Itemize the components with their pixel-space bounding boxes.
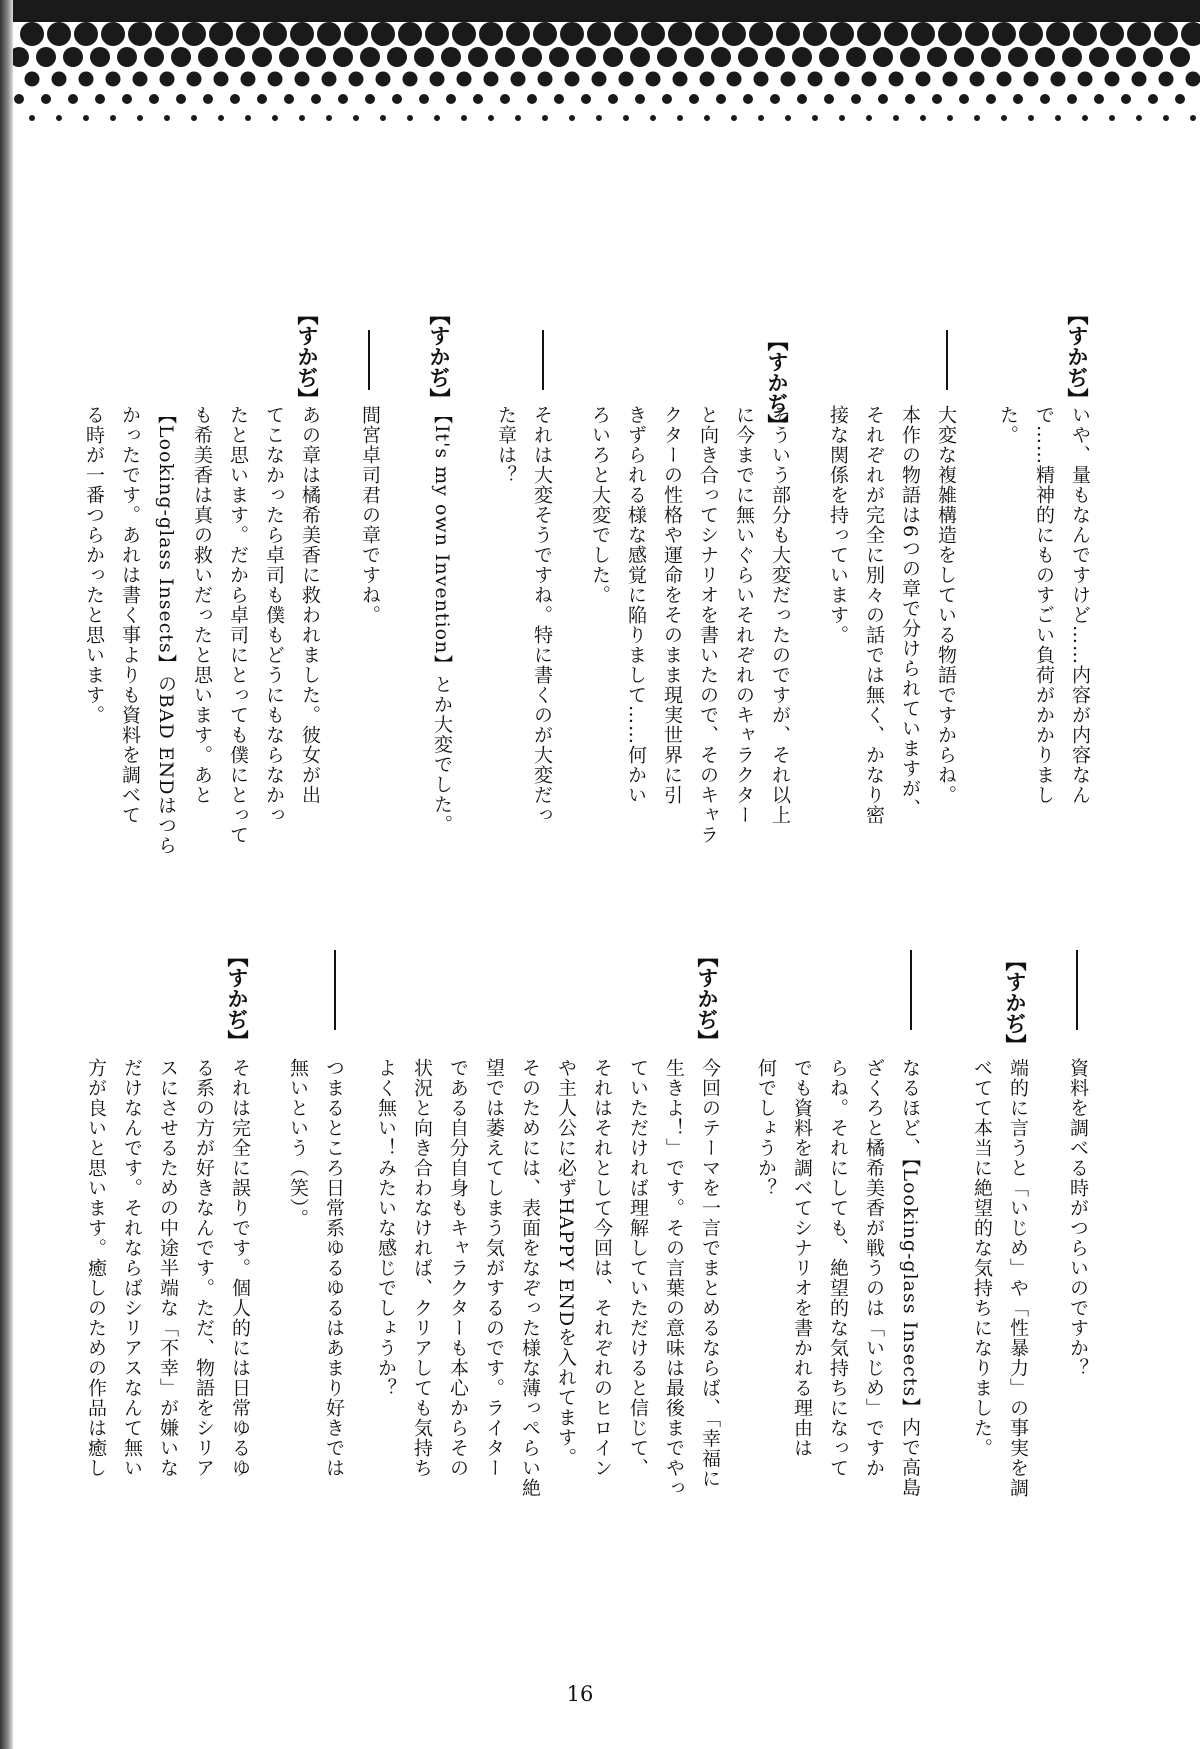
answer-line: 【Looking-glass Insects】のBAD ENDはつら	[155, 405, 177, 856]
answer-line: スにさせるための中途半端な「不幸」が嫌いな	[157, 1058, 179, 1478]
answer-line: たと思います。だから卓司にとっても僕にとって	[227, 405, 249, 845]
question-line: 大変な複雑構造をしている物語ですからね。	[935, 405, 957, 805]
question-line: それぞれが完全に別々の話では無く、かなり密	[863, 405, 885, 825]
interviewer-dash	[1076, 950, 1078, 1030]
speaker-label: 【すかぢ】	[765, 330, 789, 435]
answer-line: 望では萎えてしまう気がするのです。ライター	[483, 1058, 505, 1478]
answer-line: 端的に言うと「いじめ」や「性暴力」の事実を調	[1007, 1058, 1029, 1498]
answer-line: きずられる様な感覚に陥りまして……何かい	[625, 405, 647, 805]
answer-line: よく無い！みたいな感じでしょうか？	[375, 1058, 397, 1398]
book-spine-shadow	[0, 0, 13, 1749]
answer-line: である自分自身もキャラクターも本心からその	[447, 1058, 469, 1478]
speaker-label: 【すかぢ】	[427, 304, 451, 409]
page-number: 16	[566, 1682, 594, 1706]
answer-line: そのためには、表面をなぞった様な薄っぺらい絶	[519, 1058, 541, 1498]
speaker-label: 【すかぢ】	[1003, 950, 1027, 1055]
answer-line: あの章は橘希美香に救われました。彼女が出	[299, 405, 321, 805]
answer-line: それはそれとして今回は、それぞれのヒロイン	[591, 1058, 613, 1478]
answer-line: 【It's my own Invention】とか大変でした。	[431, 405, 453, 835]
question-line: らね。それにしても、絶望的な気持ちになって	[827, 1058, 849, 1478]
answer-line: いや、量もなんですけど……内容が内容なん	[1069, 405, 1091, 805]
answer-line: に今までに無いぐらいそれぞれのキャラクター	[733, 405, 755, 825]
answer-line: てこなかったら卓司も僕もどうにもならなかっ	[263, 405, 285, 825]
interviewer-dash	[946, 330, 948, 390]
question-line: 間宮卓司君の章ですね。	[359, 405, 381, 625]
answer-line: と向き合ってシナリオを書いたので、そのキャラ	[697, 405, 719, 845]
answer-line: 生きよ！」です。その言葉の意味は最後までやっ	[663, 1058, 685, 1498]
answer-line: る時が一番つらかったと思います。	[83, 405, 105, 725]
speaker-label: 【すかぢ】	[295, 304, 319, 409]
speaker-label: 【すかぢ】	[1065, 304, 1089, 409]
answer-line: だけなんです。それならばシリアスなんて無い	[121, 1058, 143, 1478]
speaker-label: 【すかぢ】	[695, 946, 719, 1051]
answer-line: る系の方が好きなんです。ただ、物語をシリア	[193, 1058, 215, 1478]
answer-line: 状況と向き合わなければ、クリアしても気持ち	[411, 1058, 433, 1478]
interviewer-dash	[910, 950, 912, 1030]
question-line: た章は？	[495, 405, 517, 485]
answer-line: べてて本当に絶望的な気持ちになりました。	[971, 1058, 993, 1458]
question-line: それは大変そうですね。特に書くのが大変だっ	[531, 405, 553, 825]
answer-line: かったです。あれは書く事よりも資料を調べて	[119, 405, 141, 825]
question-line: でも資料を調べてシナリオを書かれる理由は	[791, 1058, 813, 1458]
question-line: 接な関係を持っています。	[827, 405, 849, 645]
interviewer-dash	[334, 950, 336, 1030]
question-line: 資料を調べる時がつらいのですか？	[1067, 1058, 1089, 1378]
answer-line: そういう部分も大変だったのですが、それ以上	[769, 405, 791, 825]
question-line: なるほど、【Looking-glass Insects】内で高島	[899, 1058, 921, 1498]
speaker-label: 【すかぢ】	[225, 946, 249, 1051]
answer-line: や主人公に必ずHAPPY ENDを入れてます。	[555, 1058, 577, 1468]
answer-line: で……精神的にものすごい負荷がかかりまし	[1033, 405, 1055, 805]
interviewer-dash	[542, 330, 544, 390]
answer-line: 方が良いと思います。癒しのための作品は癒し	[85, 1058, 107, 1478]
answer-line: 今回のテーマを一言でまとめるならば、「幸福に	[699, 1058, 721, 1489]
question-line: つまるところ日常系ゆるゆるはあまり好きでは	[323, 1058, 345, 1478]
interviewer-dash	[368, 330, 370, 390]
answer-line: も希美香は真の救いだったと思います。あと	[191, 405, 213, 805]
question-line: 無いという（笑）。	[287, 1058, 309, 1229]
answer-line: た。	[997, 405, 1019, 445]
halftone-dot-header	[13, 0, 1200, 140]
question-line: 何でしょうか？	[755, 1058, 777, 1198]
question-line: 本作の物語は6つの章で分けられていますが、	[899, 405, 921, 819]
answer-line: ろいろと大変でした。	[589, 405, 611, 605]
answer-line: ていただければ理解していただけると信じて、	[627, 1058, 649, 1478]
answer-line: それは完全に誤りです。個人的には日常ゆるゆ	[229, 1058, 251, 1478]
question-line: ざくろと橘希美香が戦うのは「いじめ」ですか	[863, 1058, 885, 1478]
answer-line: クターの性格や運命をそのまま現実世界に引	[661, 405, 683, 805]
